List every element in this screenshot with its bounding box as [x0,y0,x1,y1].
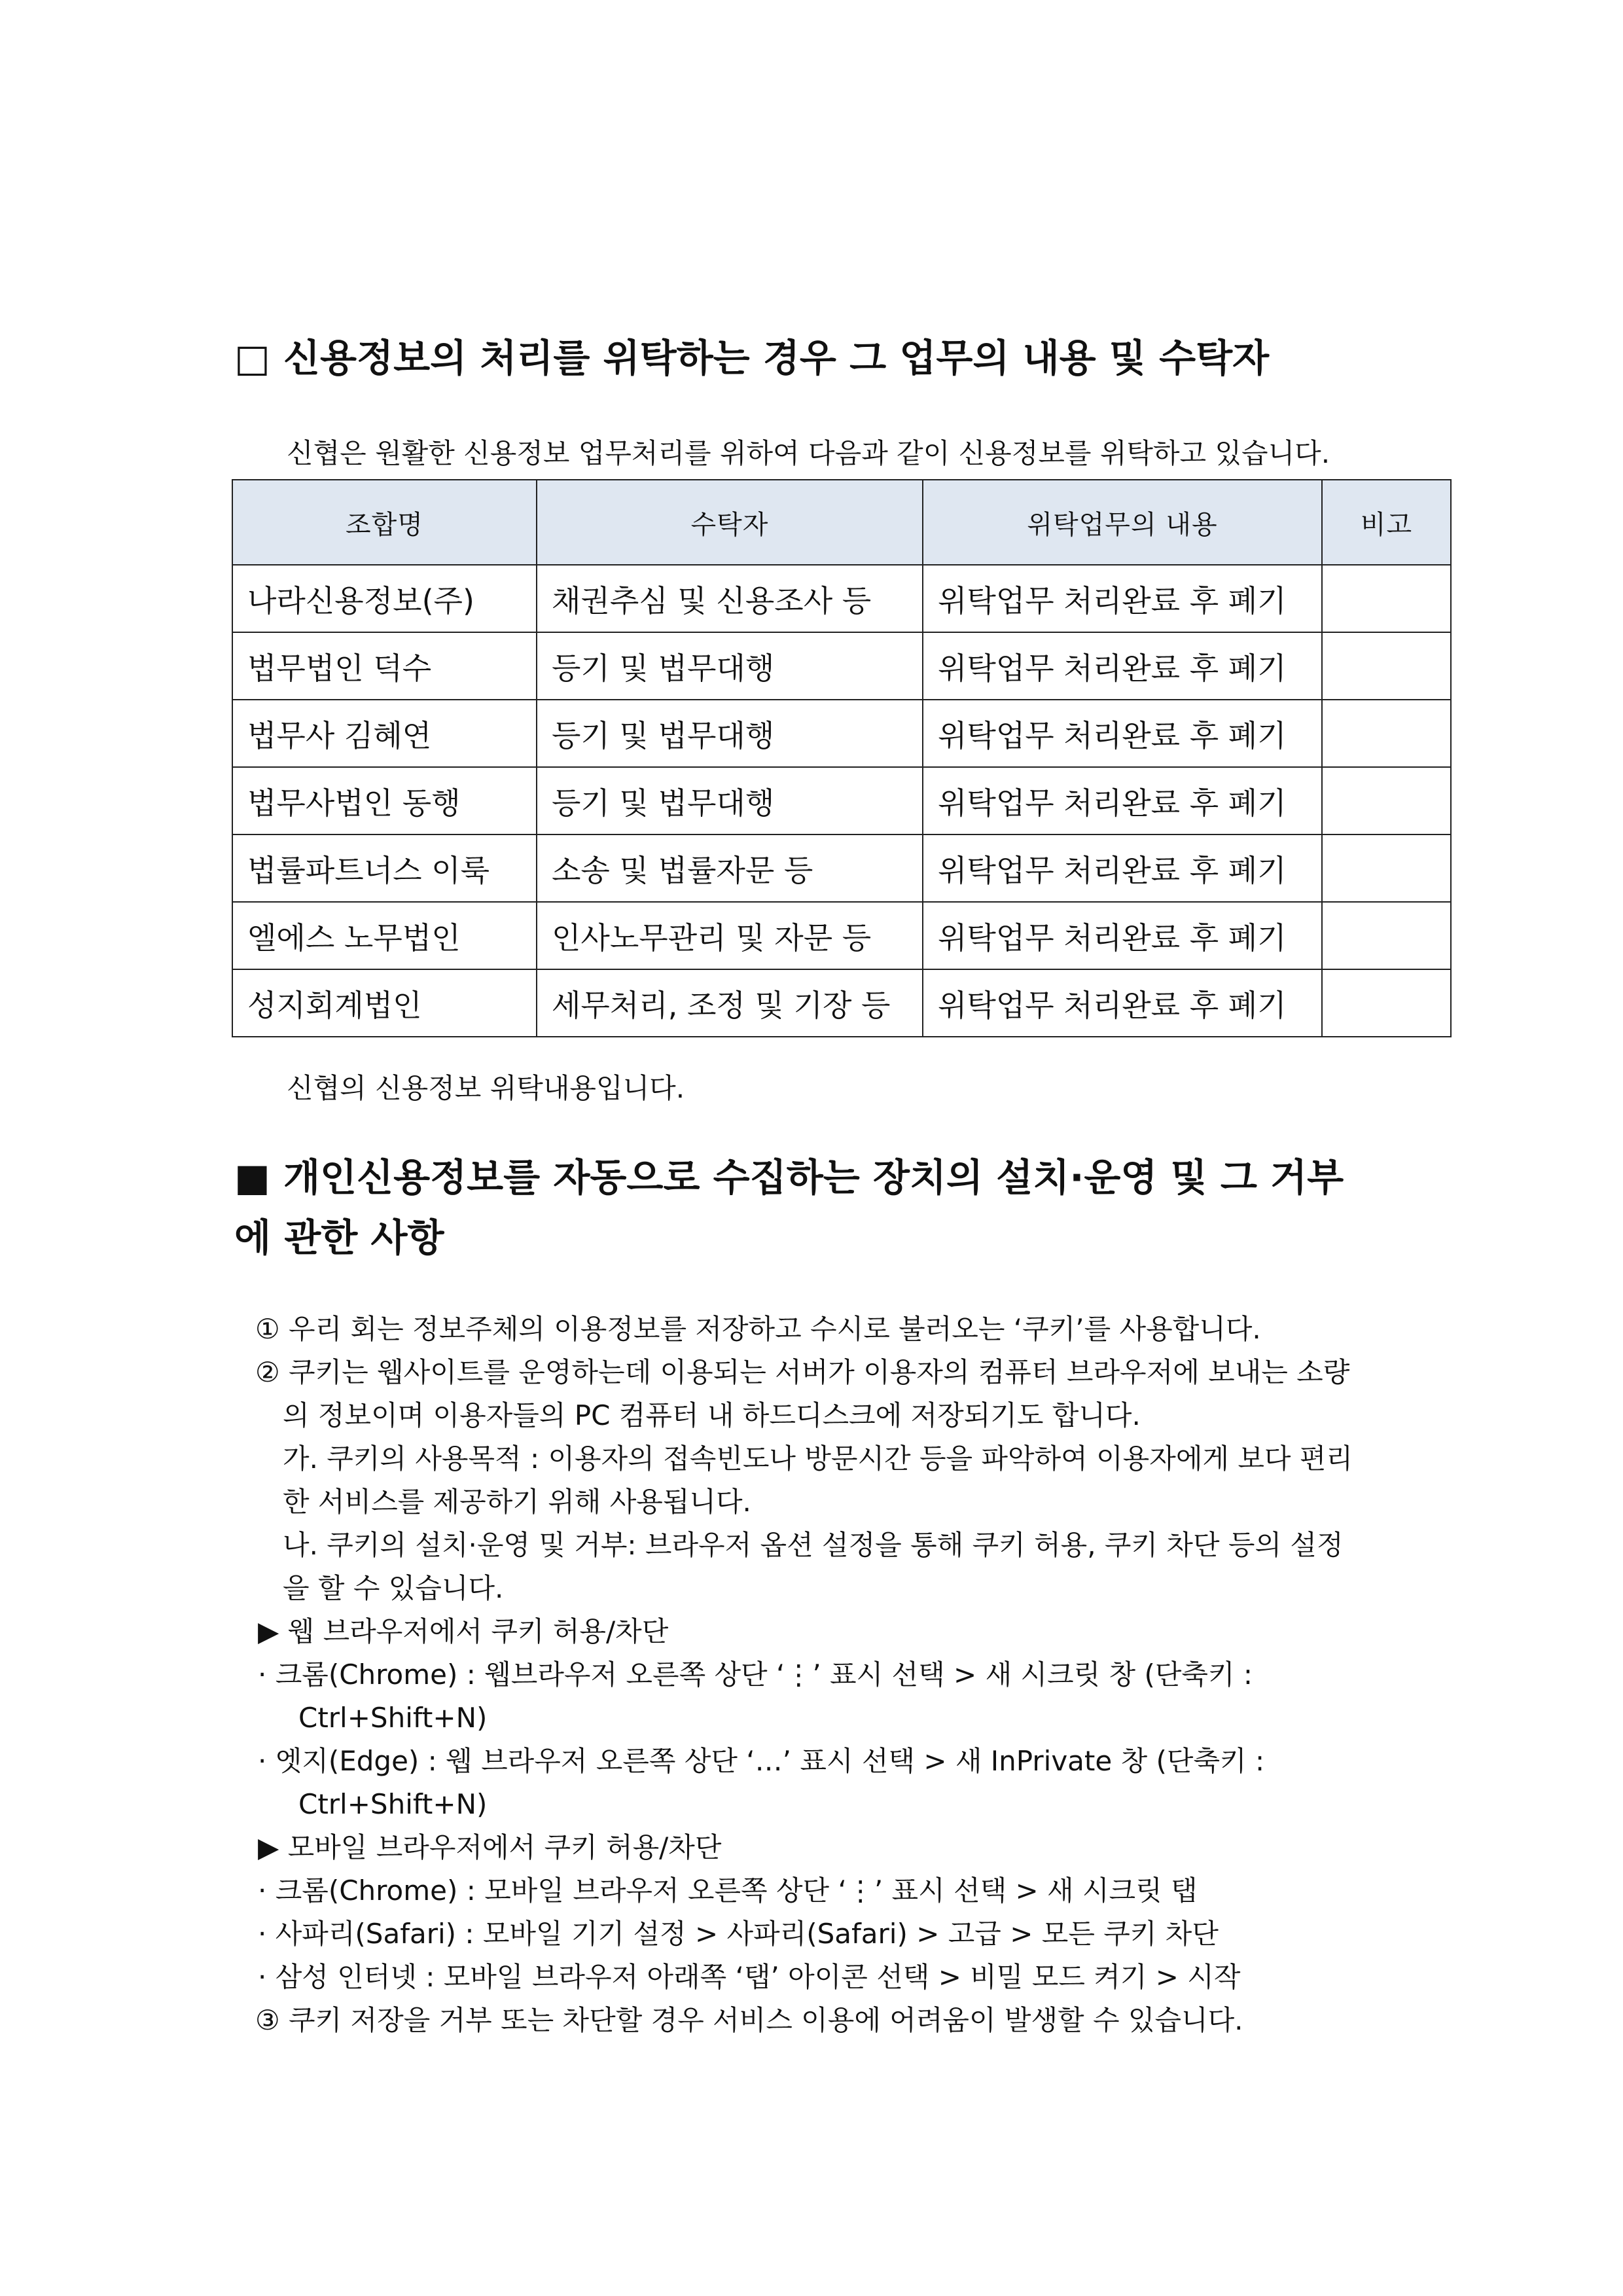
table-header-row [232,480,1451,565]
section1-title: □ 신용정보의 처리를 위탁하는 경우 그 업무의 내용 및 수탁자 [234,336,1270,380]
list-item: ③ 쿠키 저장을 거부 또는 차단할 경우 서비스 이용에 어려움이 발생할 수 있습니다. [255,2004,1243,2036]
list-item: 한 서비스를 제공하기 위해 사용됩니다. [283,1486,751,1518]
cell-task: 위탁업무 처리완료 후 폐기 [923,969,1322,1037]
cell-trustee: 등기 및 법무대행 [537,700,923,767]
list-item: · 사파리(Safari) : 모바일 기기 설정 > 사파리(Safari) > 고급 > 모든 쿠키 차단 [258,1918,1219,1950]
cell-trustee: 인사노무관리 및 자문 등 [537,902,923,969]
table-row [232,834,1451,902]
header-task: 위탁업무의 내용 [923,480,1322,565]
cell-task: 위탁업무 처리완료 후 폐기 [923,565,1322,632]
section2-title-line2: 에 관한 사항 [234,1215,444,1260]
list-item: · 삼성 인터넷 : 모바일 브라우저 아래쪽 ‘탭’ 아이콘 선택 > 비밀 모드 켜기 > 시작 [258,1961,1241,1993]
table-row [232,969,1451,1037]
section1-note: 신협의 신용정보 위탁내용입니다. [287,1072,685,1104]
cell-remark [1322,565,1451,632]
cell-union: 법무사법인 동행 [232,767,537,834]
cell-trustee: 채권추심 및 신용조사 등 [537,565,923,632]
list-item: ▶ 모바일 브라우저에서 쿠키 허용/차단 [258,1831,722,1863]
cell-task: 위탁업무 처리완료 후 폐기 [923,902,1322,969]
cell-remark [1322,969,1451,1037]
header-trustee: 수탁자 [537,480,923,565]
table-row [232,565,1451,632]
list-item: 나. 쿠키의 설치·운영 및 거부: 브라우저 옵션 설정을 통해 쿠키 허용, 쿠키 차단 등의 설정 [283,1529,1344,1561]
outsourcing-table [232,479,1452,1037]
list-item: · 크롬(Chrome) : 웹브라우저 오른쪽 상단 ‘⋮’ 표시 선택 > 새 시크릿 창 (단축키 : [258,1659,1253,1691]
table-row [232,902,1451,969]
cell-task: 위탁업무 처리완료 후 폐기 [923,632,1322,700]
cell-union: 법무법인 덕수 [232,632,537,700]
list-item: · 엣지(Edge) : 웹 브라우저 오른쪽 상단 ‘…’ 표시 선택 > 새 InPrivate 창 (단축키 : [258,1745,1265,1777]
list-item: Ctrl+Shift+N) [298,1702,488,1734]
list-item: 의 정보이며 이용자들의 PC 컴퓨터 내 하드디스크에 저장되기도 합니다. [283,1399,1141,1431]
cell-trustee: 소송 및 법률자문 등 [537,834,923,902]
list-item: ▶ 웹 브라우저에서 쿠키 허용/차단 [258,1615,669,1647]
list-item: 가. 쿠키의 사용목적 : 이용자의 접속빈도나 방문시간 등을 파악하여 이용자에게 보다 편리 [283,1443,1353,1475]
section2-title-line1: ■ 개인신용정보를 자동으로 수집하는 장치의 설치·운영 및 그 거부 [234,1155,1344,1200]
cell-trustee: 등기 및 법무대행 [537,632,923,700]
list-item: ② 쿠키는 웹사이트를 운영하는데 이용되는 서버가 이용자의 컴퓨터 브라우저에 보내는 소량 [255,1356,1350,1388]
list-item: 을 할 수 있습니다. [283,1572,504,1604]
cell-remark [1322,700,1451,767]
cell-remark [1322,902,1451,969]
cell-task: 위탁업무 처리완료 후 폐기 [923,700,1322,767]
header-remark: 비고 [1322,480,1451,565]
list-item: ① 우리 회는 정보주체의 이용정보를 저장하고 수시로 불러오는 ‘쿠키’를 사용합니다. [255,1313,1261,1345]
cell-union: 법률파트너스 이룩 [232,834,537,902]
cell-trustee: 등기 및 법무대행 [537,767,923,834]
cell-union: 나라신용정보(주) [232,565,537,632]
cell-remark [1322,632,1451,700]
list-item: Ctrl+Shift+N) [298,1788,488,1820]
cell-remark [1322,767,1451,834]
table-row [232,767,1451,834]
cell-union: 법무사 김혜연 [232,700,537,767]
cell-task: 위탁업무 처리완료 후 폐기 [923,767,1322,834]
cell-remark [1322,834,1451,902]
table-row [232,700,1451,767]
cell-union: 엘에스 노무법인 [232,902,537,969]
header-union: 조합명 [232,480,537,565]
cell-task: 위탁업무 처리완료 후 폐기 [923,834,1322,902]
list-item: · 크롬(Chrome) : 모바일 브라우저 오른쪽 상단 ‘⋮’ 표시 선택 > 새 시크릿 탭 [258,1874,1198,1907]
cell-trustee: 세무처리, 조정 및 기장 등 [537,969,923,1037]
table-row [232,632,1451,700]
section1-intro: 신협은 원활한 신용정보 업무처리를 위하여 다음과 같이 신용정보를 위탁하고 있습니다. [287,437,1330,469]
cell-union: 성지회계법인 [232,969,537,1037]
